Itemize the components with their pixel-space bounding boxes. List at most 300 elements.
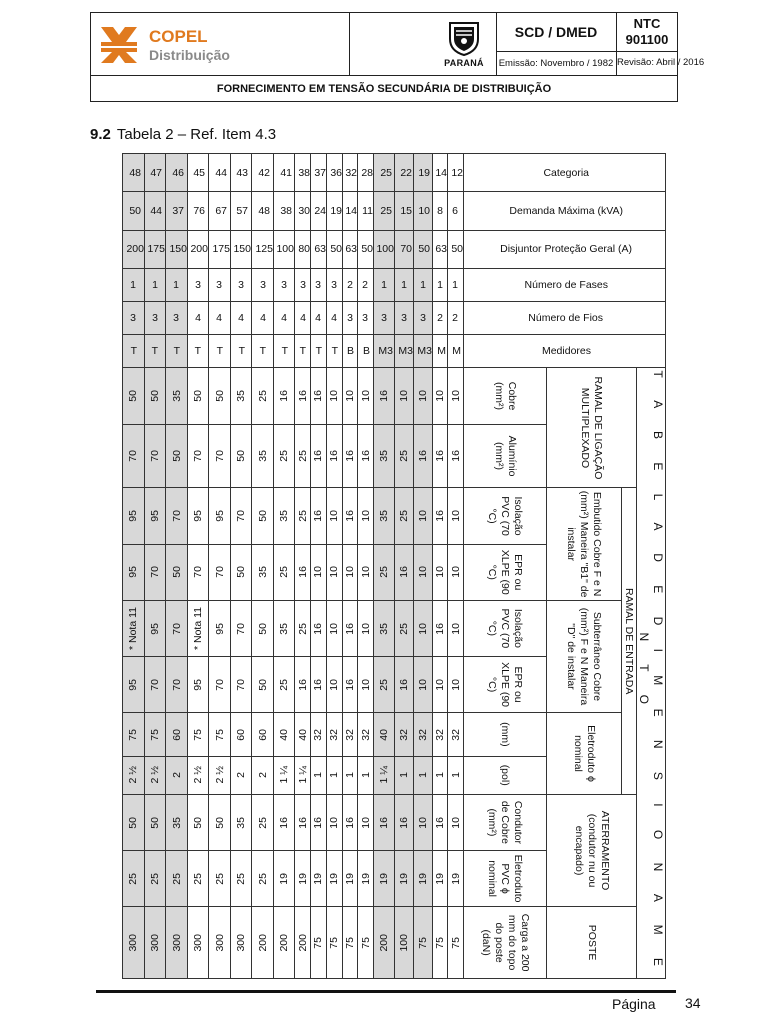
cell-s-pvc: 35 [273,600,295,656]
cell-dem: 38 [273,192,295,230]
cell-dem: 48 [252,192,274,230]
cell-e-pvc: 16 [432,488,448,544]
cell-e-pvc: 16 [342,488,358,544]
header-cobre: Cobre (mm²) [464,368,547,424]
header-embutido: Embutido Cobre F e N (mm²) Maneira "B1" de instalar [547,488,622,600]
cell-fas: 3 [326,268,342,301]
cell-at-el: 25 [123,851,145,907]
cell-cob: 10 [432,368,448,424]
dimensioning-table-frame [126,153,666,979]
cell-fio: 4 [209,302,231,335]
table-row [395,154,414,979]
cell-dem: 76 [187,192,209,230]
cell-cob: 16 [311,368,327,424]
cell-dem: 30 [295,192,311,230]
cell-mm: 32 [342,713,358,756]
cell-med: T [230,335,252,368]
cell-s-epr: 16 [395,656,414,712]
cell-dis: 200 [123,230,145,268]
cell-cat: 28 [358,154,374,192]
cell-s-epr: 70 [209,656,231,712]
cell-at-el: 19 [373,851,395,907]
cell-med: M3 [395,335,414,368]
cell-dis: 80 [295,230,311,268]
table-row [326,154,342,979]
cell-fio: 4 [230,302,252,335]
footer-page-number: 34 [685,995,701,1011]
cell-poste: 300 [144,907,166,979]
cell-e-pvc: 50 [252,488,274,544]
header-eletroduto-pvc: Eletroduto PVC ϕ nominal [464,851,547,907]
cell-pol: 2 [230,756,252,794]
cell-s-epr: 25 [273,656,295,712]
cell-pol: 2 ½ [144,756,166,794]
cell-med: M3 [414,335,433,368]
cell-cat: 37 [311,154,327,192]
document-subject: FORNECIMENTO EM TENSÃO SECUNDÁRIA DE DISTRIBUIÇÃO [216,83,552,95]
cell-cat: 41 [273,154,295,192]
cell-dem: 10 [414,192,433,230]
cell-cob: 50 [144,368,166,424]
cell-cob: 50 [123,368,145,424]
cell-fas: 3 [273,268,295,301]
cell-med: M [448,335,464,368]
cell-e-epr: 25 [273,544,295,600]
cell-alu: 16 [414,424,433,488]
table-row [273,154,295,979]
cell-cat: 14 [432,154,448,192]
cell-dis: 63 [342,230,358,268]
cell-dem: 19 [326,192,342,230]
cell-pol: 1 [342,756,358,794]
cell-alu: 16 [342,424,358,488]
cell-s-epr: 10 [414,656,433,712]
cell-med: T [187,335,209,368]
cell-alu: 50 [166,424,188,488]
cell-cob: 16 [295,368,311,424]
cell-fio: 3 [342,302,358,335]
standard-label: NTC [633,16,661,31]
cell-s-pvc: 95 [209,600,231,656]
cell-pol: 2 [166,756,188,794]
cell-cob: 35 [230,368,252,424]
section-caption: Tabela 2 – Ref. Item 4.3 [116,126,277,143]
cell-at-cu: 35 [230,794,252,850]
cell-alu: 70 [209,424,231,488]
cell-at-cu: 16 [295,794,311,850]
cell-dem: 11 [358,192,374,230]
cell-cat: 43 [230,154,252,192]
cell-poste: 75 [326,907,342,979]
cell-dem: 67 [209,192,231,230]
cell-e-pvc: 70 [166,488,188,544]
cell-dem: 24 [311,192,327,230]
cell-fio: 2 [432,302,448,335]
cell-s-pvc: 16 [432,600,448,656]
cell-pol: 1 ¼ [273,756,295,794]
dimensioning-table [122,153,666,979]
cell-e-epr: 16 [395,544,414,600]
cell-poste: 75 [432,907,448,979]
header-ramal-entrada: RAMAL DE ENTRADA [622,488,637,794]
cell-alu: 16 [358,424,374,488]
dimensioning-table-rotated [126,153,666,979]
cell-pol: 2 [252,756,274,794]
cell-mm: 32 [395,713,414,756]
cell-at-cu: 25 [252,794,274,850]
cell-poste: 200 [273,907,295,979]
cell-dem: 15 [395,192,414,230]
cell-dem: 8 [432,192,448,230]
cell-med: T [123,335,145,368]
cell-fio: 4 [295,302,311,335]
header-pol: (pol) [464,756,547,794]
cell-alu: 25 [273,424,295,488]
cell-alu: 70 [144,424,166,488]
cell-at-el: 25 [187,851,209,907]
cell-mm: 32 [311,713,327,756]
header-carga: Carga a 200 mm do topo do poste (daN) [464,907,547,979]
cell-cob: 10 [395,368,414,424]
cell-s-pvc: 35 [373,600,395,656]
cell-e-epr: 50 [166,544,188,600]
cell-at-cu: 50 [144,794,166,850]
cell-pol: 2 ½ [187,756,209,794]
table-row [448,154,464,979]
cell-dem: 57 [230,192,252,230]
cell-fio: 4 [273,302,295,335]
cell-e-epr: 50 [230,544,252,600]
table-row [252,154,274,979]
cell-dis: 70 [395,230,414,268]
doc-code: SCD / DMED [514,24,598,40]
cell-cob: 35 [166,368,188,424]
cell-alu: 16 [448,424,464,488]
header-medidores: Medidores [464,335,666,368]
cell-pol: 2 ½ [209,756,231,794]
cell-mm: 40 [273,713,295,756]
cell-s-pvc: 16 [342,600,358,656]
cell-s-epr: 70 [144,656,166,712]
cell-mm: 40 [373,713,395,756]
cell-med: T [252,335,274,368]
cell-s-epr: 16 [342,656,358,712]
cell-s-epr: 70 [166,656,188,712]
cell-fio: 3 [123,302,145,335]
cell-at-cu: 16 [311,794,327,850]
cell-s-epr: 16 [311,656,327,712]
cell-at-el: 19 [342,851,358,907]
cell-at-el: 19 [326,851,342,907]
table-row [187,154,209,979]
cell-e-pvc: 95 [187,488,209,544]
cell-med: T [144,335,166,368]
cell-poste: 300 [123,907,145,979]
cell-s-pvc: 50 [252,600,274,656]
cell-cob: 10 [448,368,464,424]
cell-e-pvc: 10 [358,488,374,544]
cell-e-epr: 16 [295,544,311,600]
cell-cob: 10 [326,368,342,424]
cell-at-cu: 10 [414,794,433,850]
cell-mm: 32 [448,713,464,756]
cell-med: T [209,335,231,368]
cell-mm: 75 [209,713,231,756]
cell-fas: 3 [311,268,327,301]
cell-poste: 200 [373,907,395,979]
cell-poste: 75 [414,907,433,979]
cell-pol: 1 [432,756,448,794]
cell-dem: 44 [144,192,166,230]
cell-pol: 1 [326,756,342,794]
cell-s-pvc: 10 [414,600,433,656]
cell-s-epr: 25 [373,656,395,712]
cell-alu: 16 [432,424,448,488]
cell-at-el: 19 [295,851,311,907]
table-body [123,154,464,979]
cell-fio: 3 [414,302,433,335]
cell-at-cu: 10 [326,794,342,850]
cell-dis: 50 [358,230,374,268]
cell-e-epr: 10 [432,544,448,600]
doc-info-cell [496,13,705,75]
cell-cat: 46 [166,154,188,192]
cell-fas: 1 [432,268,448,301]
cell-at-el: 19 [311,851,327,907]
cell-dis: 63 [432,230,448,268]
cell-dis: 100 [373,230,395,268]
cell-cob: 50 [209,368,231,424]
header-eletroduto: Eletroduto ϕ nominal [547,713,622,795]
cell-e-pvc: 10 [414,488,433,544]
cell-s-pvc: 70 [166,600,188,656]
standard-box [616,13,677,51]
cell-alu: 16 [311,424,327,488]
cell-pol: 1 [395,756,414,794]
state-name: PARANÁ [444,58,484,68]
cell-e-pvc: 35 [273,488,295,544]
cell-s-pvc: 10 [448,600,464,656]
cell-cat: 22 [395,154,414,192]
cell-s-epr: 10 [432,656,448,712]
cell-poste: 200 [295,907,311,979]
header-ramal-ligacao: RAMAL DE LIGAÇÃO MULTIPLEXADO [547,368,637,488]
cell-at-cu: 50 [187,794,209,850]
cell-cat: 45 [187,154,209,192]
cell-e-pvc: 35 [373,488,395,544]
cell-mm: 75 [144,713,166,756]
header-embutido-epr: EPR ou XLPE (90 °C) [464,544,547,600]
cell-at-el: 19 [395,851,414,907]
cell-fas: 2 [358,268,374,301]
cell-fio: 4 [187,302,209,335]
cell-fio: 3 [166,302,188,335]
cell-s-epr: 10 [326,656,342,712]
cell-cat: 32 [342,154,358,192]
cell-alu: 70 [123,424,145,488]
cell-dis: 50 [448,230,464,268]
cell-at-cu: 16 [395,794,414,850]
cell-s-epr: 50 [252,656,274,712]
cell-fio: 4 [326,302,342,335]
cell-e-pvc: 95 [123,488,145,544]
cell-cob: 50 [187,368,209,424]
section-title [90,126,276,143]
cell-poste: 300 [166,907,188,979]
cell-e-epr: 10 [448,544,464,600]
header-fios: Número de Fios [464,302,666,335]
cell-at-cu: 16 [273,794,295,850]
header-aluminio: Alumínio (mm²) [464,424,547,488]
cell-e-pvc: 10 [448,488,464,544]
cell-mm: 75 [123,713,145,756]
cell-pol: 1 [448,756,464,794]
cell-fio: 4 [311,302,327,335]
table-row [414,154,433,979]
cell-cat: 47 [144,154,166,192]
cell-pol: 1 [311,756,327,794]
table-row [295,154,311,979]
cell-dis: 150 [166,230,188,268]
cell-cob: 10 [414,368,433,424]
table-row [432,154,448,979]
cell-cob: 16 [373,368,395,424]
cell-at-el: 19 [414,851,433,907]
cell-dis: 150 [230,230,252,268]
cell-e-pvc: 10 [326,488,342,544]
header-fases: Número de Fases [464,268,666,301]
company-name: COPEL [149,27,208,46]
cell-fas: 3 [209,268,231,301]
cell-poste: 200 [252,907,274,979]
cell-fas: 1 [414,268,433,301]
cell-e-epr: 10 [342,544,358,600]
cell-cat: 44 [209,154,231,192]
cell-s-epr: 95 [123,656,145,712]
cell-med: T [326,335,342,368]
cell-e-pvc: 70 [230,488,252,544]
cell-e-pvc: 25 [395,488,414,544]
cell-fas: 3 [230,268,252,301]
revision-date: Revisão: Abril / 2016 [616,51,678,75]
cell-fas: 2 [342,268,358,301]
cell-e-pvc: 16 [311,488,327,544]
cell-e-epr: 10 [326,544,342,600]
cell-fas: 1 [448,268,464,301]
cell-e-epr: 95 [123,544,145,600]
cell-med: T [295,335,311,368]
cell-dis: 175 [144,230,166,268]
cell-poste: 75 [358,907,374,979]
cell-fio: 2 [448,302,464,335]
cell-mm: 32 [358,713,374,756]
cell-e-epr: 35 [252,544,274,600]
footer-page-label: Página [612,996,656,1012]
cell-med: T [273,335,295,368]
cell-s-pvc: * Nota 11 [187,600,209,656]
cell-fas: 3 [295,268,311,301]
cell-e-epr: 70 [144,544,166,600]
cell-s-pvc: 70 [230,600,252,656]
header-top-row [91,13,705,76]
cell-dem: 6 [448,192,464,230]
cell-fio: 3 [395,302,414,335]
cell-fio: 4 [252,302,274,335]
cell-alu: 25 [395,424,414,488]
cell-cat: 36 [326,154,342,192]
cell-s-pvc: 16 [311,600,327,656]
cell-s-pvc: 10 [326,600,342,656]
cell-cat: 12 [448,154,464,192]
table-row [123,154,145,979]
parana-logo-cell [349,13,497,75]
document-header [90,12,705,102]
cell-med: M [432,335,448,368]
cell-pol: 2 ½ [123,756,145,794]
cell-at-el: 19 [432,851,448,907]
cell-med: B [342,335,358,368]
cell-med: B [358,335,374,368]
table-title: T A B E L A D E D I M E N S I O N A M E N T O [637,368,666,979]
standard-number: 901100 [625,32,669,47]
cell-mm: 40 [295,713,311,756]
cell-s-pvc: 25 [395,600,414,656]
cell-poste: 75 [342,907,358,979]
table-row [342,154,358,979]
cell-alu: 50 [230,424,252,488]
table-row [209,154,231,979]
cell-mm: 32 [414,713,433,756]
table-row [373,154,395,979]
cell-s-pvc: 25 [295,600,311,656]
section-number: 9.2 [90,126,111,143]
cell-at-el: 25 [166,851,188,907]
table-row [311,154,327,979]
copel-logo-cell [91,13,350,75]
cell-dis: 63 [311,230,327,268]
header-subterraneo-epr: EPR ou XLPE (90 °C) [464,656,547,712]
cell-at-cu: 50 [209,794,231,850]
cell-alu: 35 [373,424,395,488]
header-embutido-pvc: Isolação PVC (70 °C) [464,488,547,544]
cell-at-el: 19 [273,851,295,907]
cell-alu: 16 [326,424,342,488]
header-categoria: Categoria [464,154,666,192]
cell-fio: 3 [373,302,395,335]
cell-dis: 200 [187,230,209,268]
cell-mm: 32 [326,713,342,756]
cell-cat: 25 [373,154,395,192]
cell-cat: 38 [295,154,311,192]
cell-poste: 300 [230,907,252,979]
cell-fas: 1 [123,268,145,301]
cell-s-epr: 10 [448,656,464,712]
cell-s-pvc: * Nota 11 [123,600,145,656]
cell-cat: 19 [414,154,433,192]
cell-s-epr: 95 [187,656,209,712]
cell-fio: 3 [358,302,374,335]
table-row [166,154,188,979]
cell-dem: 37 [166,192,188,230]
cell-poste: 300 [209,907,231,979]
cell-cob: 16 [273,368,295,424]
cell-poste: 300 [187,907,209,979]
cell-e-epr: 70 [187,544,209,600]
cell-dem: 50 [123,192,145,230]
cell-e-epr: 10 [358,544,374,600]
cell-poste: 100 [395,907,414,979]
cell-pol: 1 ¼ [373,756,395,794]
